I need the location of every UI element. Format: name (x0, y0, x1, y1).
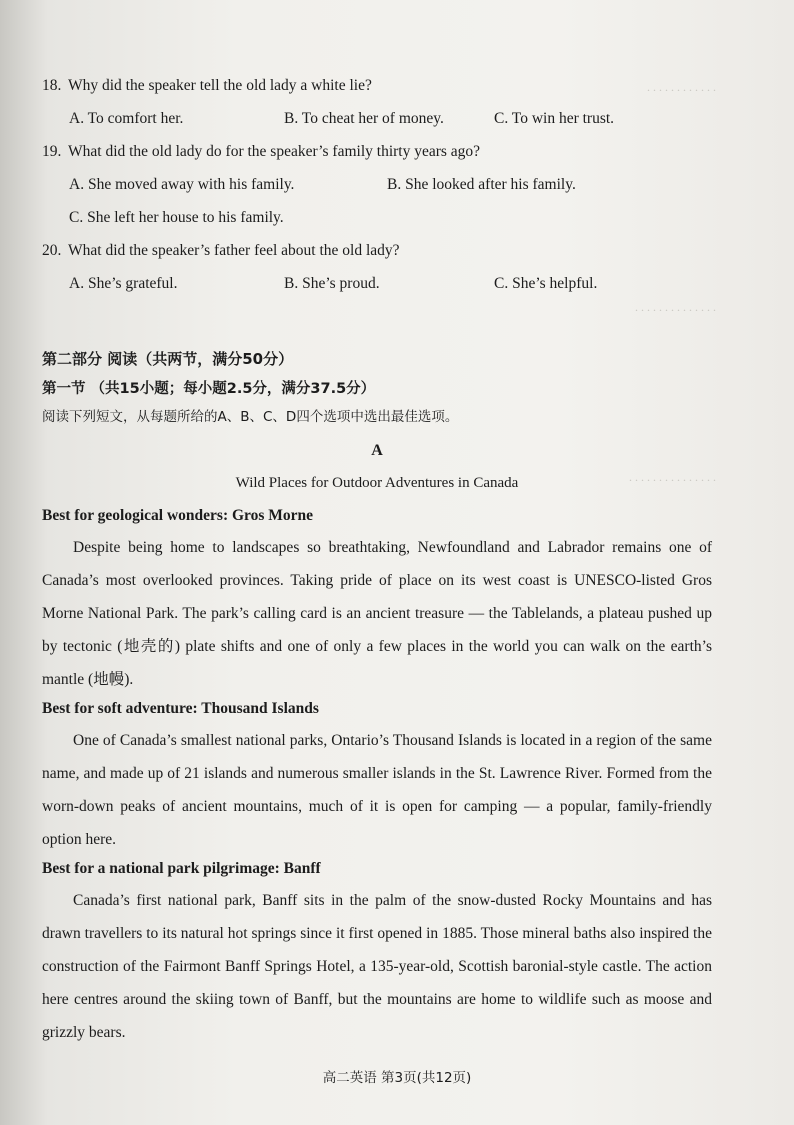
passage-paragraph: Canada’s first national park, Banff sits in the palm of the snow-dusted Rocky Mountains and has drawn travellers to its natural hot springs since it first opened in 1885. Those mineral baths also inspired the construction of the Fairmont Banff Springs Hotel, a 135-year-old, Scottish baronial-style castle. The action here centres around the skiing town of Banff, but the mountains are home to wildlife such as moose and grizzly bears. (42, 892, 712, 1041)
passage-title: Wild Places for Outdoor Adventures in Canada (235, 475, 519, 491)
passage-heading: Best for a national park pilgrimage: Banff (42, 860, 321, 877)
passage-heading: Best for soft adventure: Thousand Islands (42, 700, 319, 717)
option-b: B. To cheat her of money. (284, 110, 444, 127)
option-c: C. To win her trust. (494, 110, 615, 127)
question-19-options-row2 (69, 206, 712, 229)
option-c: C. She left her house to his family. (69, 209, 284, 226)
show-through-text: . . . . . . . . . . . . . . . (629, 470, 716, 484)
section-instruction: 阅读下列短文，从每题所给的A、B、C、D四个选项中选出最佳选项。 (42, 409, 459, 425)
question-number: 19. (42, 143, 62, 160)
option-a: A. She’s grateful. (69, 275, 178, 292)
show-through-text: . . . . . . . . . . . . . . (635, 300, 716, 314)
question-19 (42, 140, 712, 163)
page-content (42, 74, 712, 1049)
question-text: Why did the speaker tell the old lady a white lie? (68, 77, 372, 94)
question-20 (42, 239, 712, 262)
question-19-options (69, 173, 712, 196)
passage-letter: A (371, 442, 383, 459)
page-footer: 高二英语 第3页(共12页) (322, 1070, 472, 1086)
question-text: What did the old lady do for the speaker’s family thirty years ago? (68, 143, 481, 160)
option-b: B. She looked after his family. (387, 176, 576, 193)
passage-paragraph: Despite being home to landscapes so breathtaking, Newfoundland and Labrador remains one of Canada’s most overlooked provinces. Taking pride of place on its west coast is UNESCO-listed Gros Morne National Park. The park’s calling card is an ancient treasure — the Tablelands, a plateau pushed up by tectonic (地壳的) plate shifts and one of only a few places in the world you can walk on the earth’s mantle (地幔). (42, 539, 712, 688)
option-a: A. She moved away with his family. (69, 176, 295, 193)
passage-paragraph: One of Canada’s smallest national parks, Ontario’s Thousand Islands is located in a region of the same name, and made up of 21 islands and numerous smaller islands in the St. Lawrence River. Formed from the worn-down peaks of ancient mountains, much of it is open for camping — a popular, family-friendly option here. (42, 732, 712, 848)
section-title: 第二部分 阅读（共两节，满分50分） (42, 350, 294, 368)
show-through-text: . . . . . . . . . . . . (647, 80, 716, 94)
passage-heading: Best for geological wonders: Gros Morne (42, 507, 314, 524)
question-18 (42, 74, 712, 97)
option-b: B. She’s proud. (284, 275, 380, 292)
question-number: 20. (42, 242, 62, 259)
question-20-options (69, 272, 712, 295)
question-number: 18. (42, 77, 62, 94)
question-text: What did the speaker’s father feel about the old lady? (68, 242, 400, 259)
question-18-options (69, 107, 712, 130)
option-a: A. To comfort her. (69, 110, 184, 127)
subsection-title: 第一节 （共15小题；每小题2.5分，满分37.5分） (42, 381, 376, 397)
option-c: C. She’s helpful. (494, 275, 598, 292)
